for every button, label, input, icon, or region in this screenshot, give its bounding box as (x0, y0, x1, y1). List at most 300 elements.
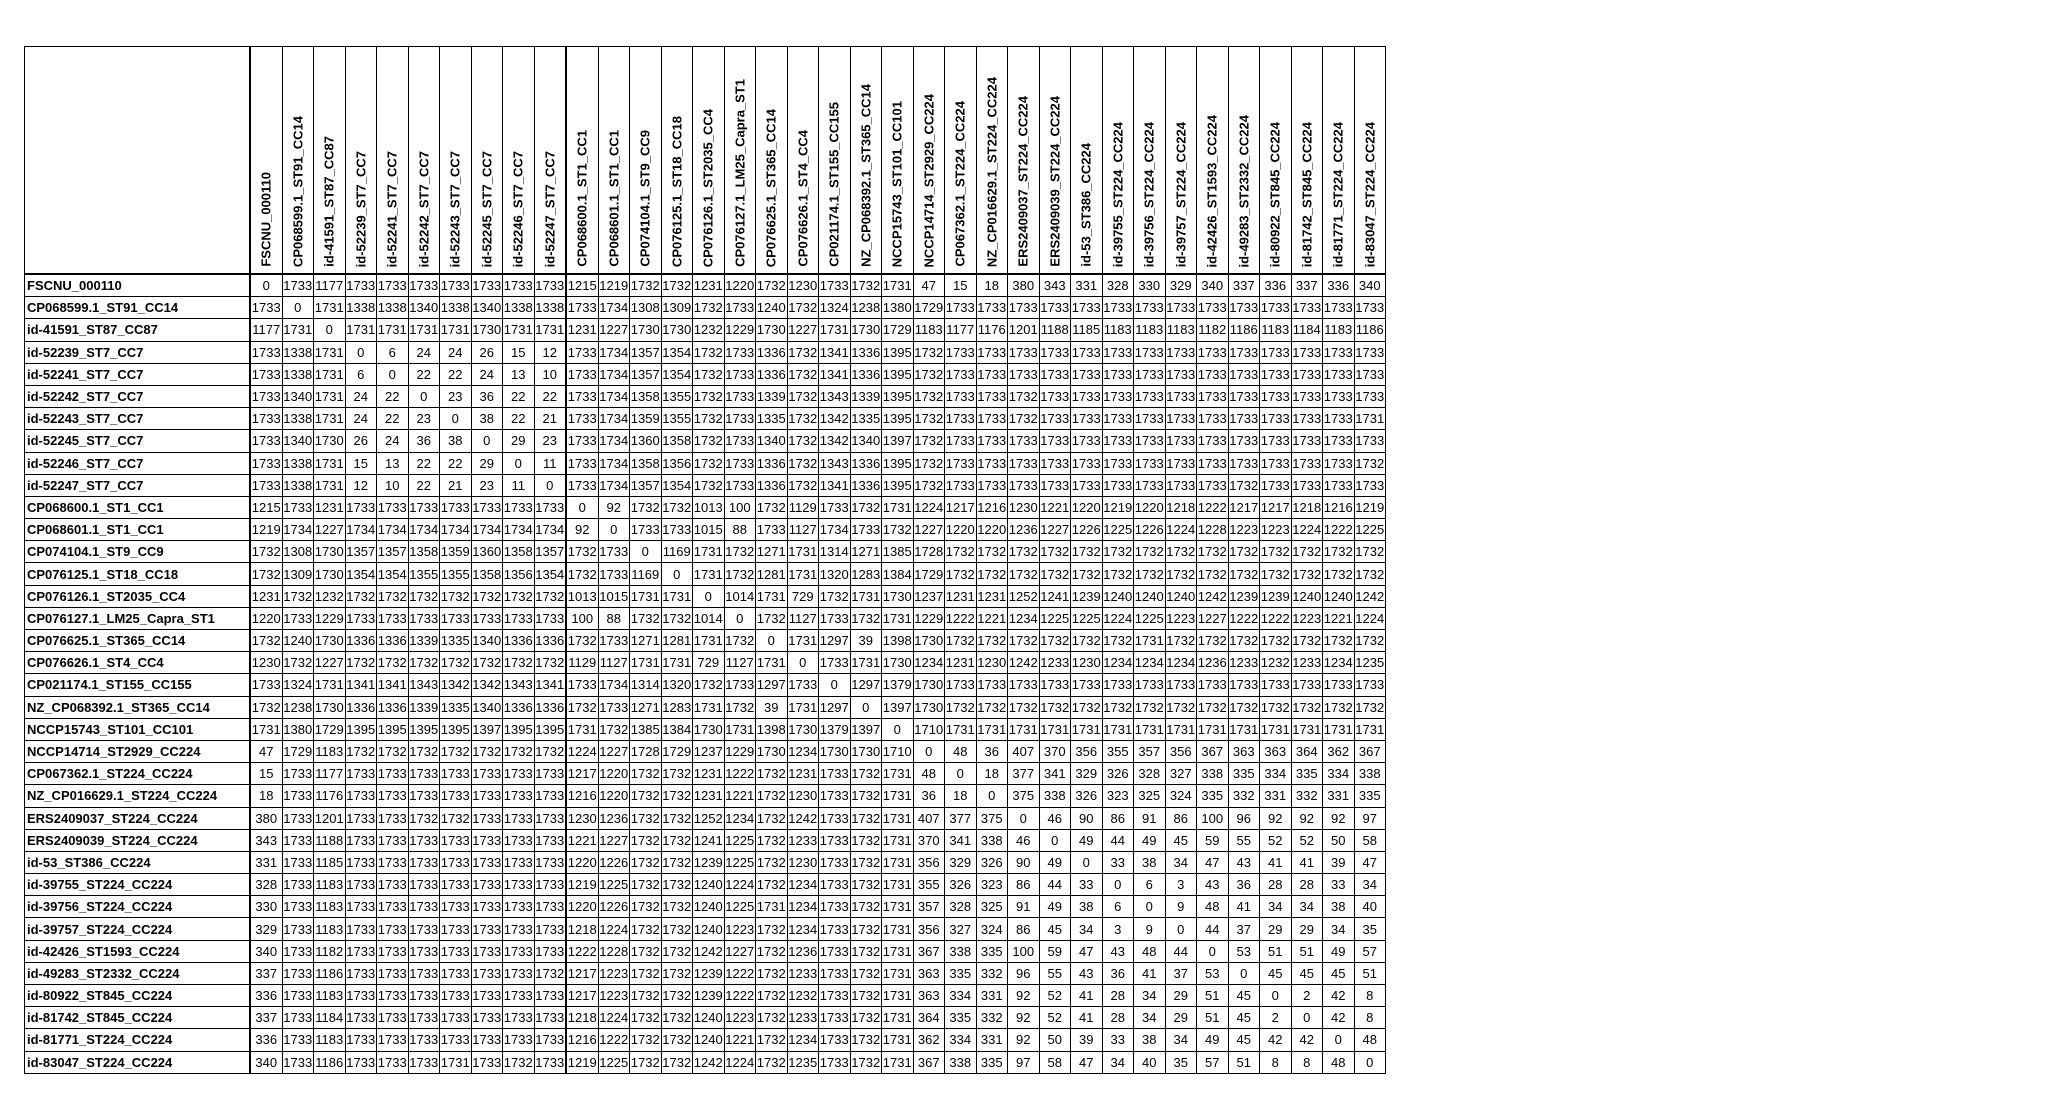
distance-cell: 1732 (566, 563, 598, 585)
distance-cell: 34 (1134, 985, 1166, 1007)
distance-cell: 1731 (850, 652, 882, 674)
distance-cell: 1217 (945, 496, 977, 518)
distance-cell: 1733 (440, 940, 472, 962)
distance-cell: 6 (345, 363, 377, 385)
distance-cell: 1240 (282, 630, 314, 652)
distance-cell: 1732 (1008, 696, 1040, 718)
distance-cell: 1324 (819, 297, 851, 319)
distance-cell: 1129 (787, 496, 819, 518)
distance-cell: 332 (1291, 785, 1323, 807)
distance-cell: 1231 (945, 585, 977, 607)
distance-cell: 1380 (882, 297, 914, 319)
column-header-label: CP021174.1_ST155_CC155 (826, 102, 842, 267)
distance-cell: 1733 (503, 274, 535, 297)
distance-cell: 1731 (693, 563, 725, 585)
distance-cell: 1733 (1291, 363, 1323, 385)
distance-cell: 1731 (1165, 718, 1197, 740)
distance-cell: 1188 (1039, 319, 1071, 341)
distance-cell: 1733 (534, 496, 566, 518)
distance-cell: 1734 (598, 363, 630, 385)
distance-cell: 1234 (787, 918, 819, 940)
distance-cell: 0 (850, 696, 882, 718)
distance-cell: 1733 (408, 1029, 440, 1051)
distance-cell: 1733 (1008, 430, 1040, 452)
distance-cell: 1733 (471, 607, 503, 629)
distance-cell: 1733 (377, 763, 409, 785)
distance-cell: 1731 (1039, 718, 1071, 740)
distance-cell: 24 (377, 430, 409, 452)
distance-cell: 338 (1197, 763, 1229, 785)
distance-cell: 1732 (850, 1007, 882, 1029)
distance-matrix (24, 46, 1386, 1074)
distance-cell: 375 (1008, 785, 1040, 807)
distance-cell: 336 (250, 1029, 282, 1051)
distance-cell: 91 (1134, 807, 1166, 829)
distance-cell: 35 (1165, 1051, 1197, 1073)
distance-cell: 1733 (945, 363, 977, 385)
distance-cell: 343 (1039, 274, 1071, 297)
distance-cell: 1221 (724, 785, 756, 807)
distance-cell: 1729 (282, 740, 314, 762)
column-header (1260, 47, 1292, 275)
distance-cell: 1732 (882, 519, 914, 541)
distance-cell: 18 (945, 785, 977, 807)
distance-cell: 1336 (345, 696, 377, 718)
distance-cell: 1732 (1354, 696, 1386, 718)
distance-cell: 57 (1197, 1051, 1229, 1073)
table-row (25, 363, 1386, 385)
column-header (850, 47, 882, 275)
table-row (25, 940, 1386, 962)
distance-cell: 1732 (282, 652, 314, 674)
distance-cell: 1297 (819, 696, 851, 718)
distance-cell: 1733 (1039, 385, 1071, 407)
distance-cell: 1234 (1134, 652, 1166, 674)
distance-cell: 1354 (377, 563, 409, 585)
distance-cell: 92 (566, 519, 598, 541)
distance-cell: 1732 (1165, 696, 1197, 718)
distance-cell: 1339 (850, 385, 882, 407)
distance-cell: 1733 (471, 896, 503, 918)
distance-cell: 1732 (661, 1029, 693, 1051)
distance-cell: 1732 (250, 563, 282, 585)
distance-cell: 1732 (787, 297, 819, 319)
column-header-label: NCCP14714_ST2929_CC224 (921, 93, 937, 267)
distance-cell: 1733 (1197, 363, 1229, 385)
column-header (1102, 47, 1134, 275)
distance-cell: 1215 (250, 496, 282, 518)
distance-cell: 1220 (976, 519, 1008, 541)
distance-cell: 1732 (724, 630, 756, 652)
distance-cell: 29 (503, 430, 535, 452)
distance-cell: 1733 (282, 807, 314, 829)
column-header-label: id-39755_ST224_CC224 (1110, 121, 1126, 267)
distance-cell: 1733 (724, 341, 756, 363)
distance-cell: 1395 (408, 718, 440, 740)
distance-cell: 1732 (913, 363, 945, 385)
distance-cell: 1732 (913, 341, 945, 363)
distance-cell: 1358 (408, 541, 440, 563)
distance-cell: 1733 (945, 474, 977, 496)
distance-cell: 1733 (408, 496, 440, 518)
row-header: CP068599.1_ST91_CC14 (25, 297, 251, 319)
distance-cell: 1733 (819, 496, 851, 518)
distance-cell: 1358 (630, 385, 662, 407)
distance-cell: 1732 (693, 430, 725, 452)
distance-cell: 44 (1039, 874, 1071, 896)
distance-cell: 1733 (1165, 363, 1197, 385)
distance-cell: 1734 (598, 430, 630, 452)
column-header (756, 47, 788, 275)
distance-cell: 1732 (1291, 563, 1323, 585)
column-header (819, 47, 851, 275)
distance-cell: 377 (945, 807, 977, 829)
column-header (1165, 47, 1197, 275)
distance-cell: 331 (250, 851, 282, 873)
distance-cell: 364 (1291, 740, 1323, 762)
column-header-label: id-52239_ST7_CC7 (353, 150, 369, 267)
distance-cell: 1733 (534, 785, 566, 807)
row-header: id-39756_ST224_CC224 (25, 896, 251, 918)
distance-cell: 6 (377, 341, 409, 363)
distance-cell: 1732 (630, 763, 662, 785)
distance-cell: 1732 (976, 563, 1008, 585)
column-header-label: CP076127.1_LM25_Capra_ST1 (732, 79, 748, 267)
distance-cell: 1733 (976, 363, 1008, 385)
distance-cell: 1220 (598, 785, 630, 807)
column-header (1291, 47, 1323, 275)
row-header: CP076127.1_LM25_Capra_ST1 (25, 607, 251, 629)
distance-cell: 1732 (630, 274, 662, 297)
distance-cell: 22 (377, 385, 409, 407)
distance-cell: 363 (913, 985, 945, 1007)
distance-cell: 1733 (1134, 452, 1166, 474)
distance-cell: 1397 (882, 696, 914, 718)
distance-cell: 1731 (534, 319, 566, 341)
distance-cell: 1732 (787, 408, 819, 430)
distance-cell: 13 (377, 452, 409, 474)
distance-cell: 1127 (724, 652, 756, 674)
distance-cell: 38 (471, 408, 503, 430)
distance-cell: 1339 (756, 385, 788, 407)
distance-cell: 29 (1165, 985, 1197, 1007)
distance-cell: 1230 (1071, 652, 1103, 674)
distance-cell: 1733 (819, 1029, 851, 1051)
distance-cell: 1183 (314, 896, 346, 918)
distance-cell: 1731 (882, 807, 914, 829)
distance-cell: 1731 (1228, 718, 1260, 740)
distance-cell: 1733 (1323, 430, 1355, 452)
distance-cell: 0 (282, 297, 314, 319)
row-header: NZ_CP016629.1_ST224_CC224 (25, 785, 251, 807)
distance-cell: 331 (976, 1029, 1008, 1051)
distance-cell: 23 (408, 408, 440, 430)
distance-cell: 1732 (976, 696, 1008, 718)
distance-cell: 1338 (345, 297, 377, 319)
distance-cell: 92 (1008, 1029, 1040, 1051)
distance-cell: 1731 (882, 918, 914, 940)
distance-cell: 1227 (598, 319, 630, 341)
distance-cell: 36 (1102, 962, 1134, 984)
distance-cell: 1734 (598, 385, 630, 407)
distance-cell: 1732 (787, 341, 819, 363)
distance-cell: 1732 (756, 1007, 788, 1029)
distance-cell: 1395 (882, 341, 914, 363)
distance-cell: 1733 (1291, 474, 1323, 496)
distance-cell: 1730 (314, 563, 346, 585)
distance-cell: 1183 (314, 1029, 346, 1051)
distance-cell: 1731 (882, 785, 914, 807)
distance-cell: 1336 (756, 363, 788, 385)
distance-cell: 1732 (756, 874, 788, 896)
row-header: id-52246_ST7_CC7 (25, 452, 251, 474)
distance-cell: 1219 (598, 274, 630, 297)
distance-cell: 1733 (440, 763, 472, 785)
distance-cell: 1732 (756, 785, 788, 807)
column-header (1008, 47, 1040, 275)
distance-cell: 1730 (819, 740, 851, 762)
distance-cell: 49 (1039, 896, 1071, 918)
distance-cell: 33 (1323, 874, 1355, 896)
distance-cell: 100 (724, 496, 756, 518)
distance-cell: 22 (408, 452, 440, 474)
distance-cell: 1395 (377, 718, 409, 740)
distance-cell: 1342 (471, 674, 503, 696)
distance-cell: 338 (976, 829, 1008, 851)
distance-cell: 1733 (1291, 297, 1323, 319)
distance-cell: 1183 (1260, 319, 1292, 341)
distance-cell: 1733 (724, 385, 756, 407)
distance-cell: 1186 (314, 1051, 346, 1073)
distance-cell: 47 (1354, 851, 1386, 873)
distance-cell: 1014 (693, 607, 725, 629)
distance-cell: 1733 (1134, 408, 1166, 430)
snp-distance-table (24, 46, 1386, 1074)
distance-cell: 0 (314, 319, 346, 341)
table-row (25, 474, 1386, 496)
distance-cell: 1185 (314, 851, 346, 873)
distance-cell: 1732 (630, 896, 662, 918)
distance-cell: 1339 (408, 630, 440, 652)
distance-cell: 1238 (850, 297, 882, 319)
distance-cell: 1730 (913, 630, 945, 652)
row-header: NCCP14714_ST2929_CC224 (25, 740, 251, 762)
column-header-row (25, 47, 1386, 275)
distance-cell: 1734 (408, 519, 440, 541)
distance-cell: 1733 (345, 1029, 377, 1051)
distance-cell: 1177 (250, 319, 282, 341)
distance-cell: 1732 (1323, 630, 1355, 652)
distance-cell: 335 (1291, 763, 1323, 785)
distance-cell: 1228 (1197, 519, 1229, 541)
distance-cell: 327 (945, 918, 977, 940)
distance-cell: 1732 (598, 718, 630, 740)
column-header-label: id-39756_ST224_CC224 (1141, 121, 1157, 267)
distance-cell: 1226 (1134, 519, 1166, 541)
distance-cell: 1338 (377, 297, 409, 319)
distance-cell: 1732 (756, 1029, 788, 1051)
distance-cell: 1733 (566, 363, 598, 385)
distance-cell: 1733 (819, 763, 851, 785)
distance-cell: 1731 (503, 319, 535, 341)
distance-cell: 1230 (787, 274, 819, 297)
distance-cell: 1733 (377, 274, 409, 297)
distance-cell: 1733 (724, 430, 756, 452)
distance-cell: 41 (1071, 985, 1103, 1007)
distance-cell: 1733 (1165, 430, 1197, 452)
distance-cell: 1732 (1071, 563, 1103, 585)
distance-cell: 1732 (756, 807, 788, 829)
distance-cell: 1731 (1134, 718, 1166, 740)
distance-cell: 1230 (250, 652, 282, 674)
distance-cell: 1733 (1165, 674, 1197, 696)
distance-cell: 22 (377, 408, 409, 430)
column-header (913, 47, 945, 275)
distance-cell: 1733 (976, 452, 1008, 474)
distance-cell: 1335 (440, 630, 472, 652)
distance-cell: 1731 (314, 452, 346, 474)
distance-cell: 1731 (1071, 718, 1103, 740)
distance-cell: 1731 (850, 585, 882, 607)
distance-cell: 328 (1134, 763, 1166, 785)
distance-cell: 1229 (913, 607, 945, 629)
distance-cell: 1241 (1039, 585, 1071, 607)
distance-cell: 12 (534, 341, 566, 363)
column-header (440, 47, 472, 275)
distance-cell: 1384 (882, 563, 914, 585)
distance-cell: 1733 (471, 785, 503, 807)
distance-cell: 44 (1165, 940, 1197, 962)
distance-cell: 1732 (534, 585, 566, 607)
distance-cell: 1732 (787, 452, 819, 474)
distance-cell: 1395 (534, 718, 566, 740)
distance-cell: 1733 (1228, 341, 1260, 363)
distance-cell: 1358 (503, 541, 535, 563)
distance-cell: 1732 (1008, 408, 1040, 430)
distance-cell: 1217 (1228, 496, 1260, 518)
distance-cell: 1732 (661, 496, 693, 518)
distance-cell: 1225 (724, 829, 756, 851)
distance-cell: 1730 (882, 585, 914, 607)
distance-cell: 1343 (819, 452, 851, 474)
distance-cell: 1733 (345, 274, 377, 297)
distance-cell: 1222 (724, 763, 756, 785)
distance-cell: 1271 (630, 696, 662, 718)
distance-cell: 1395 (882, 408, 914, 430)
distance-cell: 58 (1354, 829, 1386, 851)
distance-cell: 1224 (566, 740, 598, 762)
distance-cell: 1733 (345, 851, 377, 873)
distance-cell: 1730 (913, 674, 945, 696)
distance-cell: 1354 (534, 563, 566, 585)
distance-cell: 1357 (630, 341, 662, 363)
distance-cell: 1338 (503, 297, 535, 319)
distance-cell: 92 (1260, 807, 1292, 829)
distance-cell: 1223 (1228, 519, 1260, 541)
distance-cell: 1733 (850, 519, 882, 541)
distance-cell: 1733 (819, 1007, 851, 1029)
distance-cell: 1240 (1134, 585, 1166, 607)
table-row (25, 297, 1386, 319)
distance-cell: 1231 (693, 763, 725, 785)
distance-cell: 8 (1291, 1051, 1323, 1073)
distance-cell: 1730 (630, 319, 662, 341)
distance-cell: 1221 (566, 829, 598, 851)
distance-cell: 1728 (913, 541, 945, 563)
distance-cell: 1733 (282, 851, 314, 873)
distance-cell: 1732 (945, 696, 977, 718)
distance-cell: 335 (1228, 763, 1260, 785)
row-header: CP076626.1_ST4_CC4 (25, 652, 251, 674)
distance-cell: 1297 (819, 630, 851, 652)
distance-cell: 341 (945, 829, 977, 851)
distance-cell: 1731 (756, 585, 788, 607)
distance-cell: 1732 (345, 585, 377, 607)
row-header: FSCNU_000110 (25, 274, 251, 297)
distance-cell: 1733 (1165, 297, 1197, 319)
distance-cell: 331 (1323, 785, 1355, 807)
distance-cell: 1233 (787, 829, 819, 851)
column-header (693, 47, 725, 275)
distance-cell: 1216 (1323, 496, 1355, 518)
distance-cell: 1240 (693, 918, 725, 940)
distance-cell: 1732 (1354, 563, 1386, 585)
distance-cell: 51 (1197, 985, 1229, 1007)
distance-cell: 1733 (756, 519, 788, 541)
distance-cell: 1231 (250, 585, 282, 607)
distance-cell: 1340 (471, 696, 503, 718)
distance-cell: 92 (598, 496, 630, 518)
distance-cell: 1379 (819, 718, 851, 740)
distance-cell: 1731 (882, 940, 914, 962)
distance-cell: 1730 (693, 718, 725, 740)
column-header (534, 47, 566, 275)
distance-cell: 38 (1071, 896, 1103, 918)
distance-cell: 331 (1071, 274, 1103, 297)
distance-cell: 356 (913, 918, 945, 940)
distance-cell: 1224 (724, 1051, 756, 1073)
distance-cell: 1177 (314, 274, 346, 297)
distance-cell: 1731 (945, 718, 977, 740)
distance-cell: 1733 (377, 874, 409, 896)
distance-cell: 323 (976, 874, 1008, 896)
distance-cell: 1732 (630, 1029, 662, 1051)
distance-cell: 1732 (630, 829, 662, 851)
column-header-label: CP076626.1_ST4_CC4 (795, 130, 811, 267)
distance-cell: 1733 (1197, 341, 1229, 363)
table-row (25, 829, 1386, 851)
distance-cell: 1733 (503, 785, 535, 807)
distance-cell: 1733 (1102, 385, 1134, 407)
table-row (25, 541, 1386, 563)
distance-cell: 1733 (471, 940, 503, 962)
distance-cell: 1395 (882, 474, 914, 496)
distance-cell: 92 (1291, 807, 1323, 829)
distance-cell: 34 (1323, 918, 1355, 940)
distance-cell: 340 (1197, 274, 1229, 297)
distance-cell: 1732 (630, 874, 662, 896)
distance-cell: 22 (408, 363, 440, 385)
distance-cell: 47 (1197, 851, 1229, 873)
distance-cell: 1227 (787, 319, 819, 341)
distance-cell: 1236 (1197, 652, 1229, 674)
distance-cell: 0 (630, 541, 662, 563)
distance-cell: 1733 (819, 807, 851, 829)
distance-cell: 1336 (534, 630, 566, 652)
distance-cell: 45 (1323, 962, 1355, 984)
distance-cell: 1731 (661, 585, 693, 607)
distance-cell: 1384 (661, 718, 693, 740)
